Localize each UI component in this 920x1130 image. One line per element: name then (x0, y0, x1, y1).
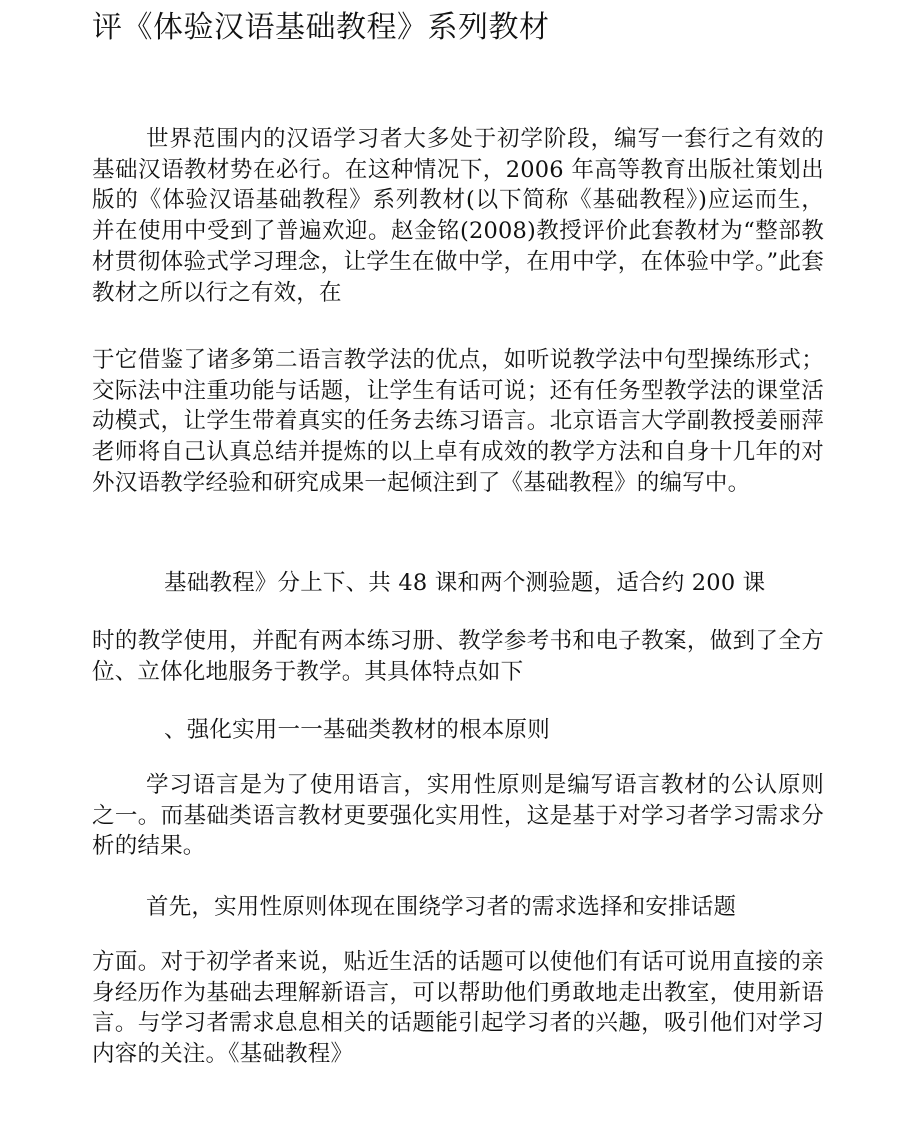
paragraph-practicality-principle: 学习语言是为了使用语言，实用性原则是编写语言教材的公认原则之一。而基础类语言教材更要强化实用性，这是基于对学习者学习需求分析的结果。 (92, 772, 824, 860)
paragraph-intro: 世界范围内的汉语学习者大多处于初学阶段，编写一套行之有效的基础汉语教材势在必行。在这种情况下，2006 年高等教育出版社策划出版的《体验汉语基础教程》系列教材(以下简称《基础教程》)应运而生，并在使用中受到了普遍欢迎。赵金铭(2008)教授评价此套教材为“整部教材贯彻体验式学习理念，让学生在做中学，在用中学，在体验中学。”此套教材之所以行之有效，在 (92, 126, 824, 306)
paragraph-course-structure: 基础教程》分上下、共 48 课和两个测验题，适合约 200 课 (164, 570, 766, 596)
paragraph-first-point: 首先，实用性原则体现在围绕学习者的需求选择和安排话题 (146, 894, 737, 920)
section-heading-practicality: 、强化实用一一基础类教材的根本原则 (164, 717, 550, 743)
paragraph-course-materials: 时的教学使用，并配有两本练习册、教学参考书和电子教案，做到了全方位、立体化地服务于教学。其具体特点如下 (92, 628, 824, 685)
document-title: 评《体验汉语基础教程》系列教材 (92, 10, 550, 45)
paragraph-topic-selection: 方面。对于初学者来说，贴近生活的话题可以使他们有话可说用直接的亲身经历作为基础去理解新语言，可以帮助他们勇敢地走出教室，使用新语言。与学习者需求息息相关的话题能引起学习者的兴趣，吸引他们对学习内容的关注。《基础教程》 (92, 949, 824, 1068)
paragraph-teaching-methods: 于它借鉴了诸多第二语言教学法的优点，如听说教学法中句型操练形式；交际法中注重功能与话题，让学生有话可说；还有任务型教学法的课堂活动模式，让学生带着真实的任务去练习语言。北京语言大学副教授姜丽萍老师将自己认真总结并提炼的以上卓有成效的教学方法和自身十几年的对外汉语教学经验和研究成果一起倾注到了《基础教程》的编写中。 (92, 347, 824, 496)
